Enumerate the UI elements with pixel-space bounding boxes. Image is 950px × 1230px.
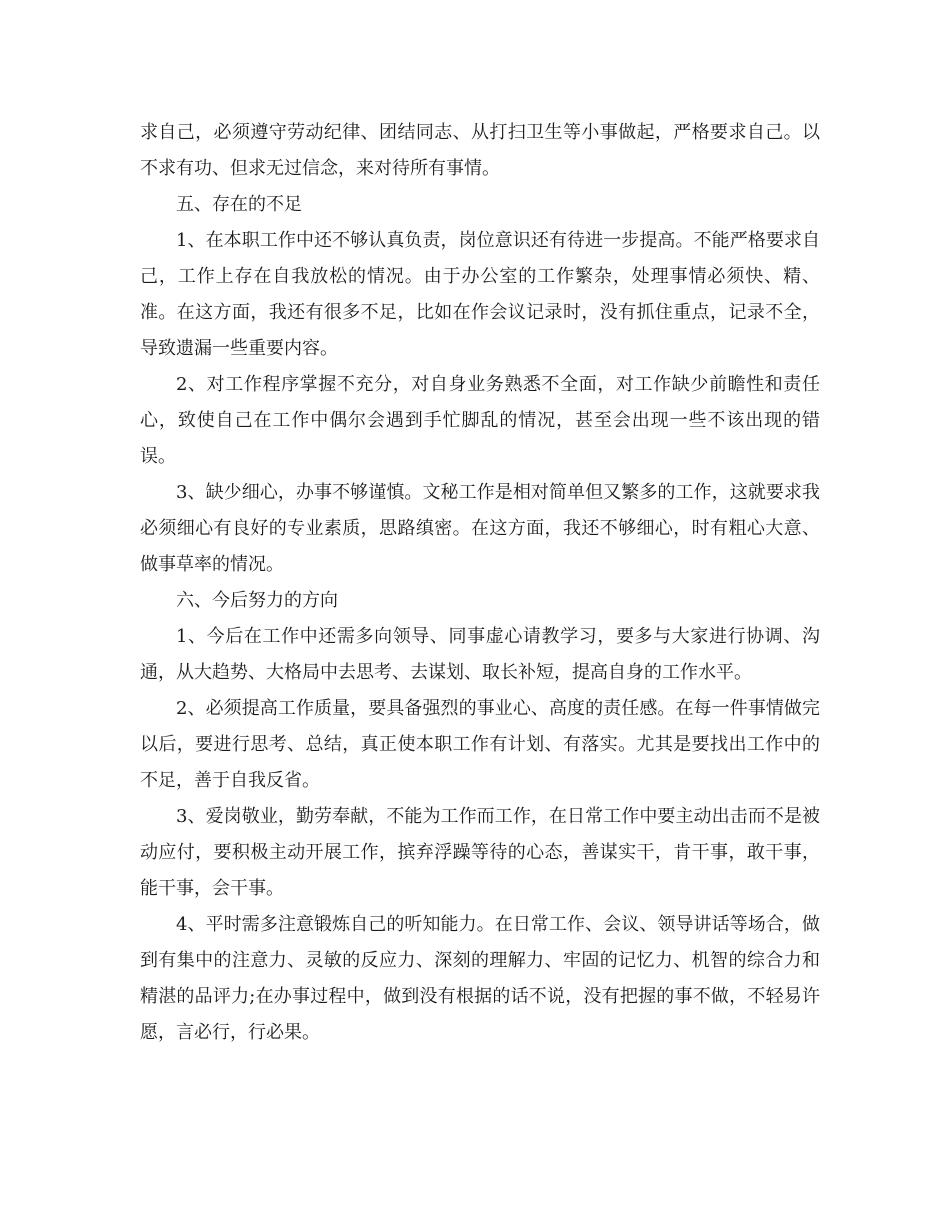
- document-body: [140, 115, 820, 1051]
- paragraph-direction-2: 2、必须提高工作质量，要具备强烈的事业心、高度的责任感。在每一件事情做完以后，要进行思考、总结，真正使本职工作有计划、有落实。尤其是要找出工作中的不足，善于自我反省。: [140, 698, 820, 791]
- paragraph-direction-4: 4、平时需多注意锻炼自己的听知能力。在日常工作、会议、领导讲话等场合，做到有集中的注意力、灵敏的反应力、深刻的理解力、牢固的记忆力、机智的综合力和精湛的品评力;在办事过程中，做到没有根据的话不说，没有把握的事不做，不轻易许愿，言必行，行必果。: [140, 914, 820, 1043]
- section-heading-future-direction: 六、今后努力的方向: [176, 590, 338, 611]
- paragraph-direction-1: 1、今后在工作中还需多向领导、同事虚心请教学习，要多与大家进行协调、沟通，从大趋势、大格局中去思考、去谋划、取长补短，提高自身的工作水平。: [140, 626, 820, 683]
- paragraph-shortcoming-1: 1、在本职工作中还不够认真负责，岗位意识还有待进一步提高。不能严格要求自己，工作上存在自我放松的情况。由于办公室的工作繁杂，处理事情必须快、精、准。在这方面，我还有很多不足，比如在作会议记录时，没有抓住重点，记录不全，导致遗漏一些重要内容。: [140, 230, 820, 359]
- paragraph-shortcoming-3: 3、缺少细心，办事不够谨慎。文秘工作是相对简单但又繁多的工作，这就要求我必须细心有良好的专业素质，思路缜密。在这方面，我还不够细心，时有粗心大意、做事草率的情况。: [140, 482, 820, 575]
- paragraph-direction-3: 3、爱岗敬业，勤劳奉献，不能为工作而工作，在日常工作中要主动出击而不是被动应付，要积极主动开展工作，摈弃浮躁等待的心态，善谋实干，肯干事，敢干事，能干事，会干事。: [140, 806, 820, 899]
- paragraph-shortcoming-2: 2、对工作程序掌握不充分，对自身业务熟悉不全面，对工作缺少前瞻性和责任心，致使自己在工作中偶尔会遇到手忙脚乱的情况，甚至会出现一些不该出现的错误。: [140, 374, 820, 467]
- section-heading-shortcomings: 五、存在的不足: [176, 194, 302, 215]
- paragraph-continuation: 求自己，必须遵守劳动纪律、团结同志、从打扫卫生等小事做起，严格要求自己。以不求有功、但求无过信念，来对待所有事情。: [140, 122, 820, 179]
